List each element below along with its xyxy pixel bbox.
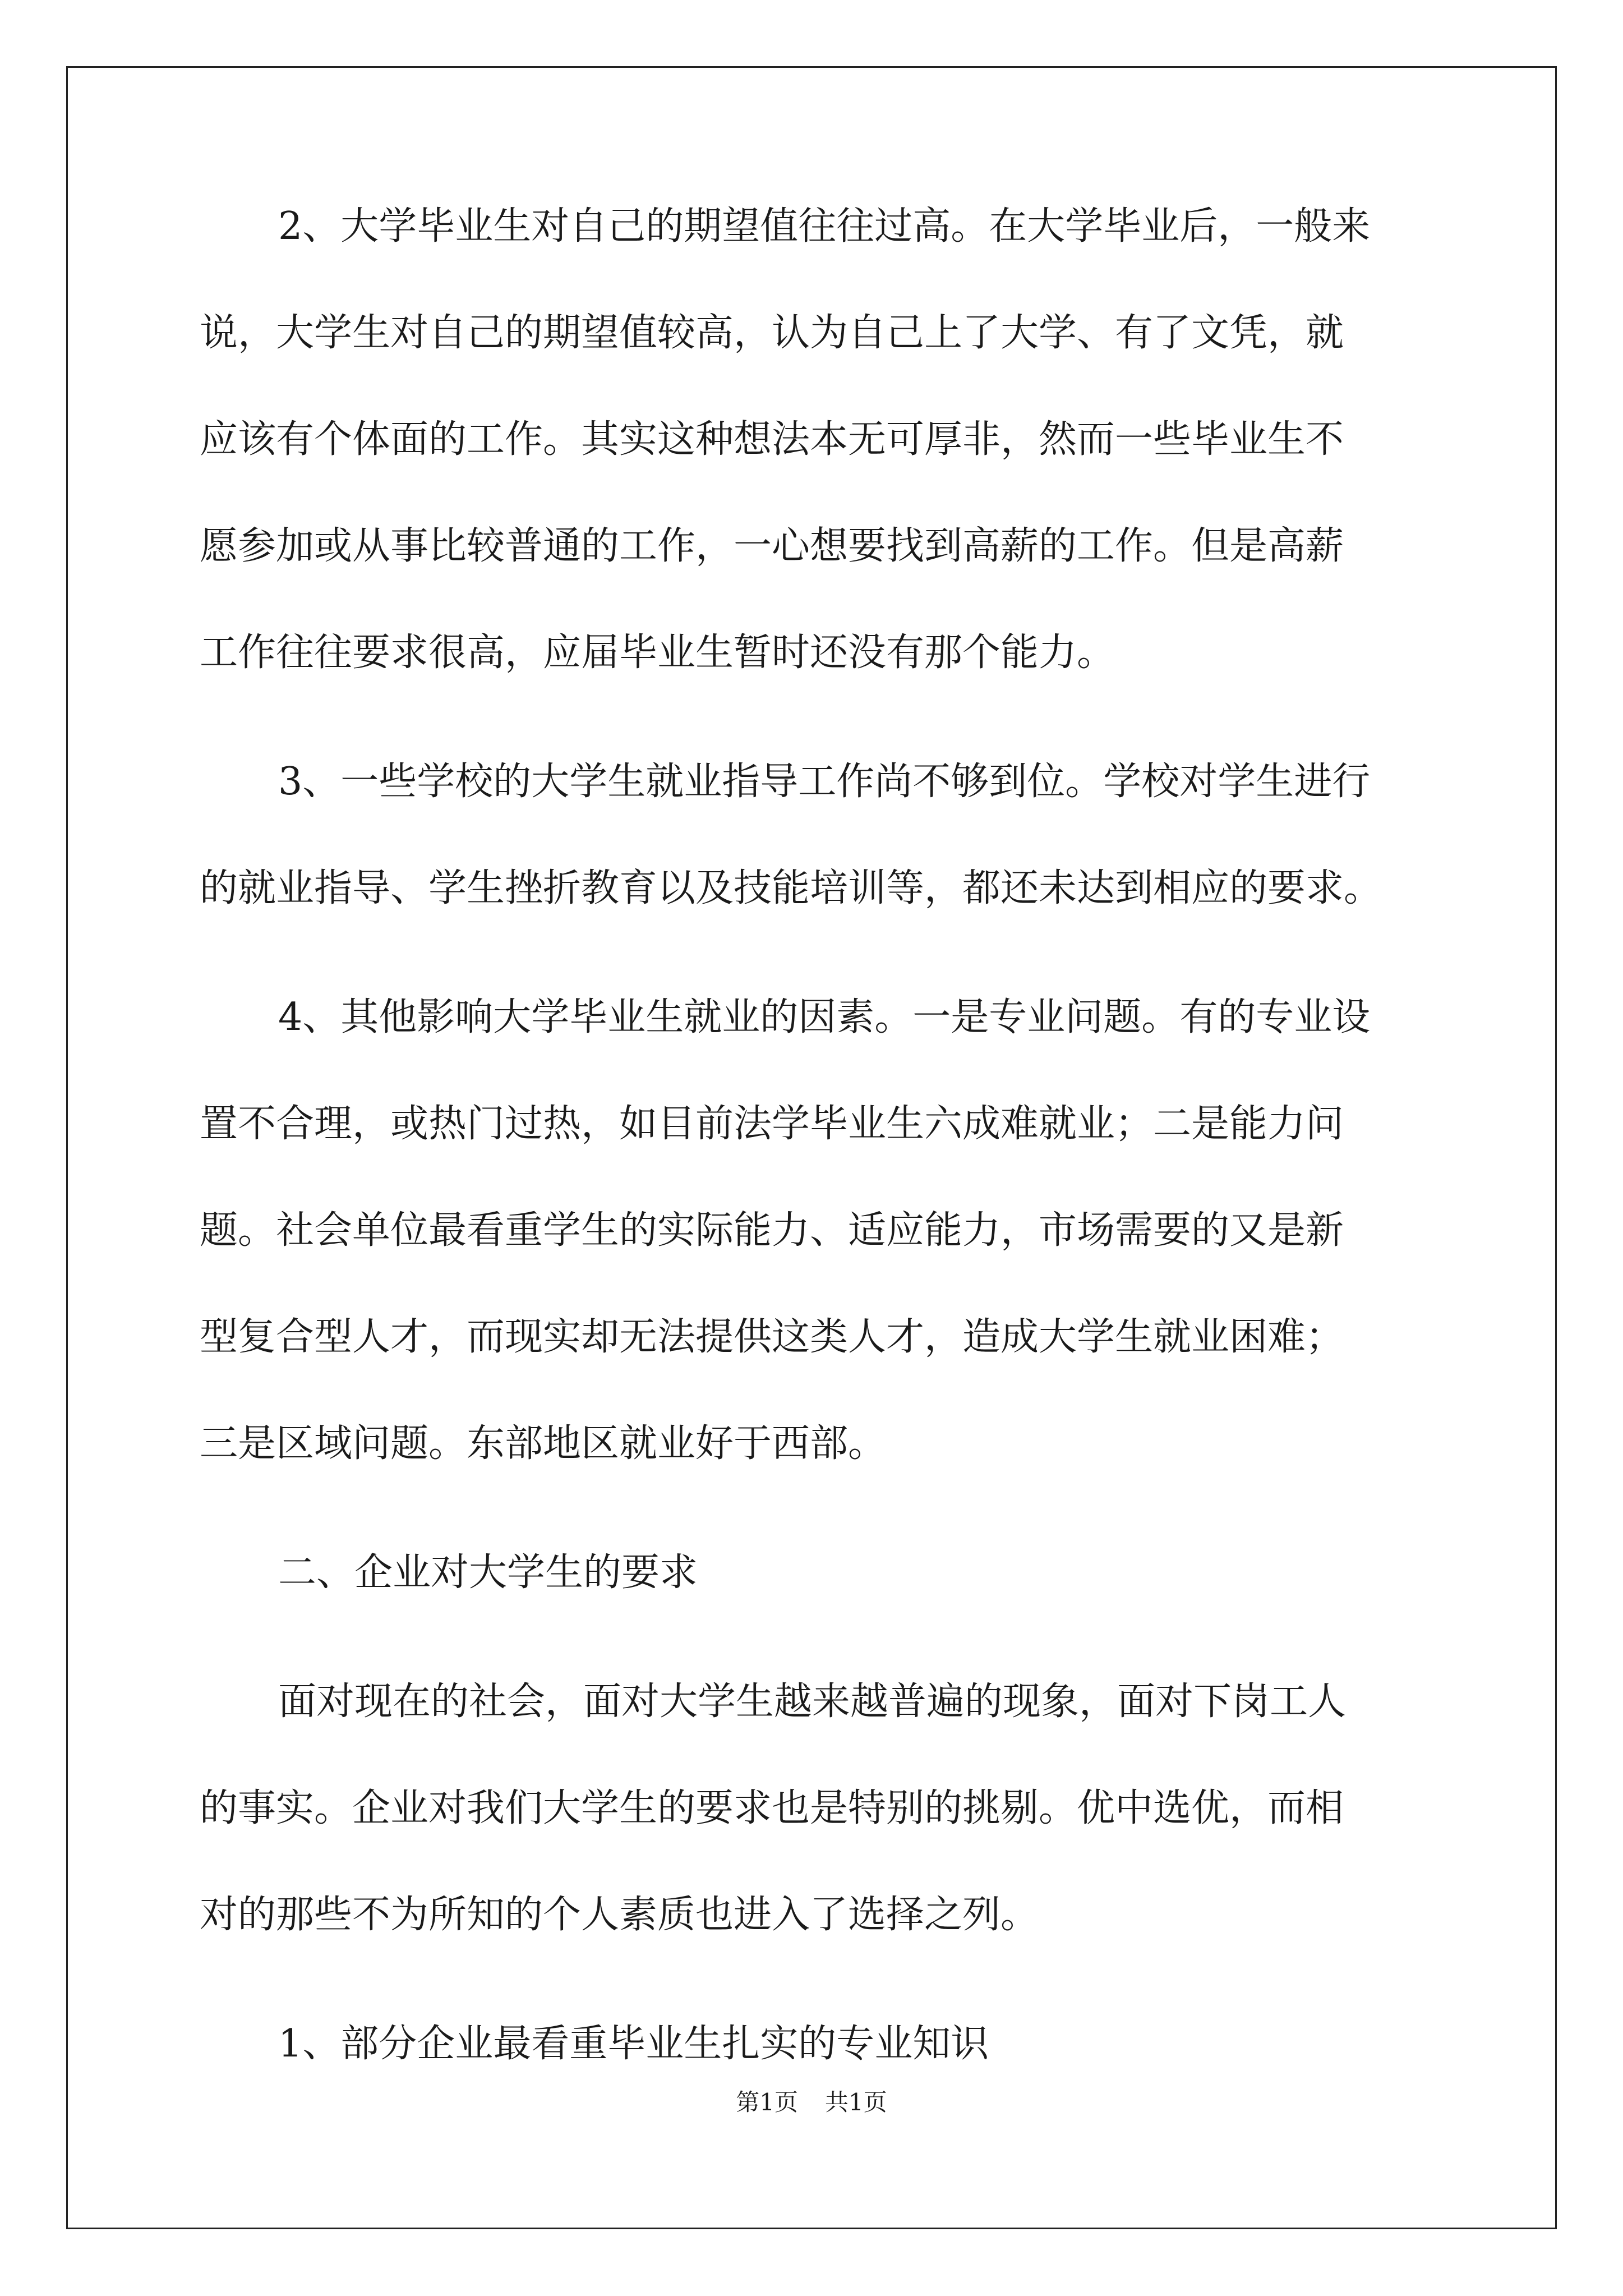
text-line: 4、其他影响大学毕业生就业的因素。一是专业问题。有的专业设 [278,995,1371,1039]
text-line: 的事实。企业对我们大学生的要求也是特别的挑剔。优中选优，而相 [200,1786,1344,1830]
page-number: 第1页 [736,2088,798,2116]
text-line: 型复合型人才，而现实却无法提供这类人才，造成大学生就业困难； [200,1315,1344,1359]
text-line: 愿参加或从事比较普通的工作，一心想要找到高薪的工作。但是高薪 [200,524,1344,568]
text-line: 1、部分企业最看重毕业生扎实的专业知识 [278,2022,989,2066]
text-line: 三是区域问题。东部地区就业好于西部。 [200,1421,887,1466]
text-line: 应该有个体面的工作。其实这种想法本无可厚非，然而一些毕业生不 [200,417,1344,462]
text-line: 面对现在的社会，面对大学生越来越普遍的现象，面对下岗工人 [278,1680,1347,1724]
text-line: 3、一些学校的大学生就业指导工作尚不够到位。学校对学生进行 [278,760,1371,804]
text-line: 的就业指导、学生挫折教育以及技能培训等，都还未达到相应的要求。 [200,866,1382,910]
text-line: 工作往往要求很高，应届毕业生暂时还没有那个能力。 [200,631,1115,675]
text-line: 题。社会单位最看重学生的实际能力、适应能力，市场需要的又是新 [200,1208,1344,1253]
text-line: 说，大学生对自己的期望值较高，认为自己上了大学、有了文凭，就 [200,311,1344,355]
section-heading: 二、企业对大学生的要求 [278,1550,698,1595]
text-line: 置不合理，或热门过热，如目前法学毕业生六成难就业；二是能力问 [200,1102,1344,1146]
page-total: 共1页 [825,2088,887,2116]
page-footer [0,2088,1623,2116]
text-line: 2、大学毕业生对自己的期望值往往过高。在大学毕业后，一般来 [278,204,1371,249]
text-line: 对的那些不为所知的个人素质也进入了选择之列。 [200,1893,1039,1937]
